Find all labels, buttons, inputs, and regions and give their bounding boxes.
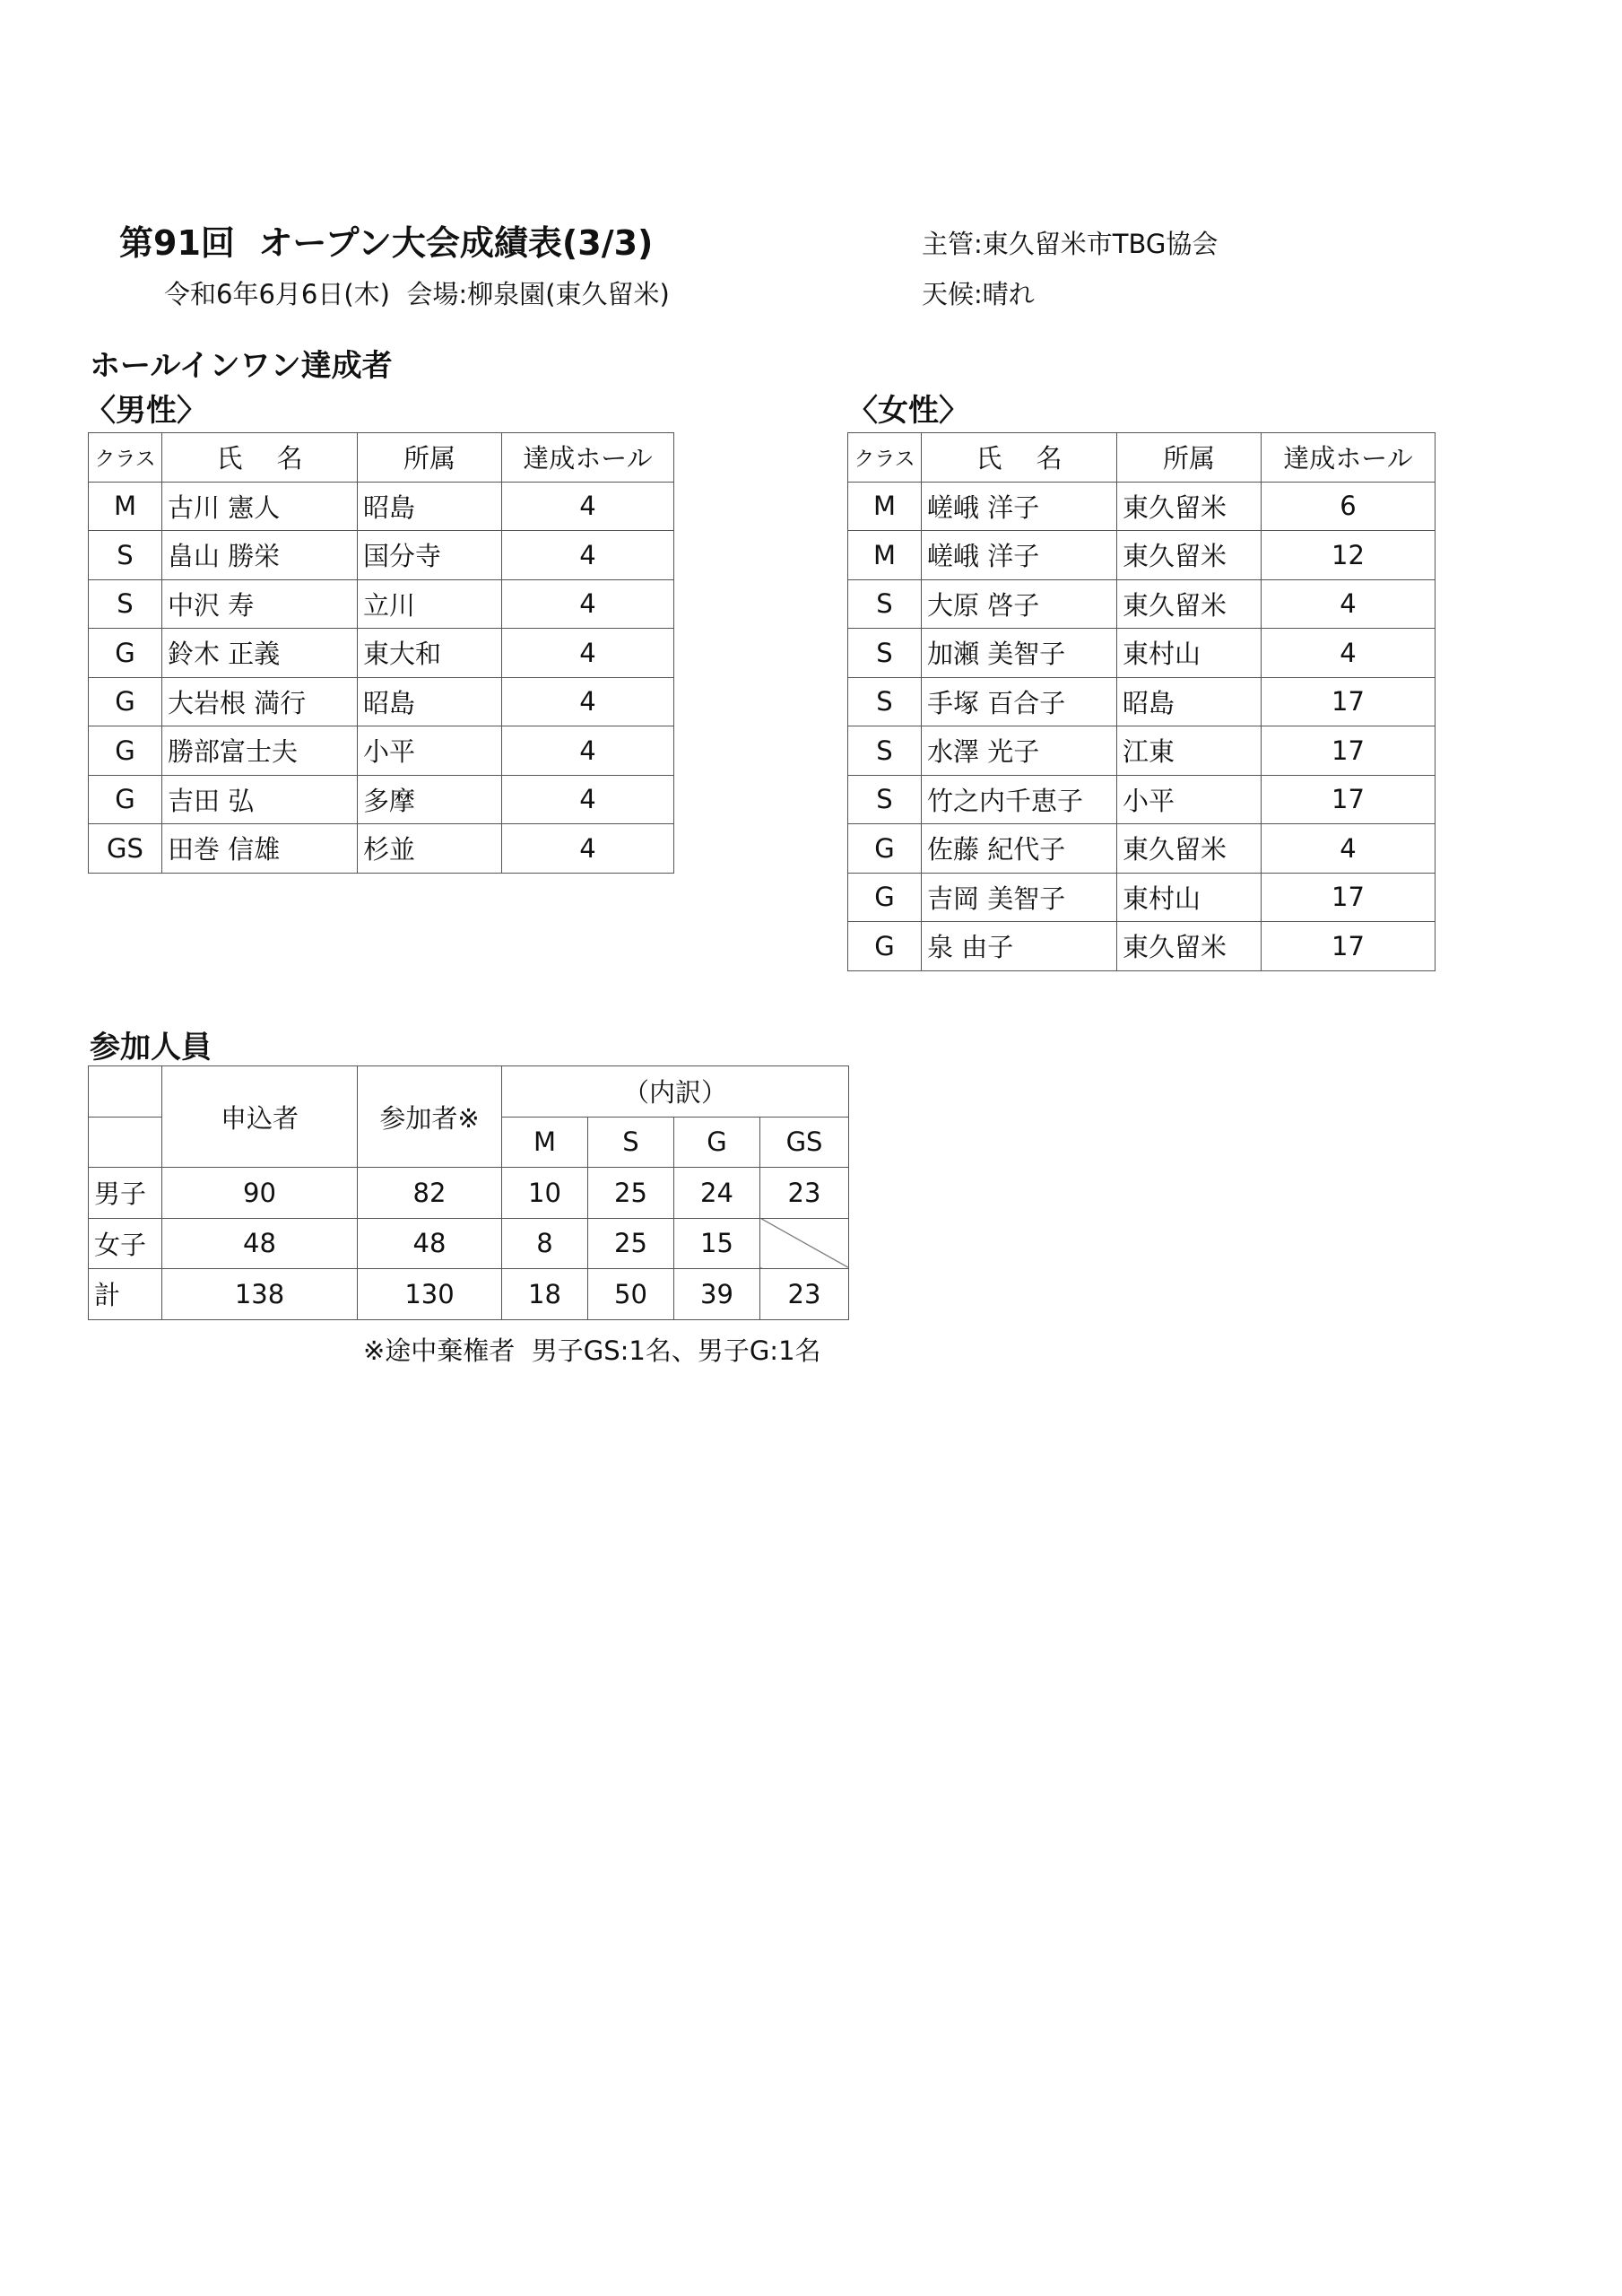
name-cell: 水澤 光子 bbox=[922, 726, 1117, 776]
class-cell: G bbox=[848, 922, 922, 971]
hole-cell: 4 bbox=[502, 775, 674, 824]
men-label: 〈男性〉 bbox=[85, 393, 207, 429]
name-cell: 鈴木 正義 bbox=[162, 629, 358, 678]
breakdown-cell: 39 bbox=[674, 1269, 760, 1320]
name-cell: 泉 由子 bbox=[922, 922, 1117, 971]
table-row bbox=[848, 824, 1436, 874]
affiliation-cell: 東大和 bbox=[358, 629, 502, 678]
table-row bbox=[89, 824, 674, 874]
affiliation-cell: 東久留米 bbox=[1117, 579, 1262, 629]
table-row bbox=[89, 677, 674, 726]
hole-in-one-title: ホールインワン達成者 bbox=[90, 348, 393, 384]
hole-cell: 17 bbox=[1262, 873, 1436, 922]
header-hole: 達成ホール bbox=[1262, 433, 1436, 483]
row-label: 女子 bbox=[89, 1218, 162, 1269]
breakdown-cell: 23 bbox=[760, 1269, 849, 1320]
hole-cell: 4 bbox=[502, 579, 674, 629]
corner-cell bbox=[89, 1117, 162, 1168]
affiliation-cell: 東村山 bbox=[1117, 873, 1262, 922]
table-row bbox=[89, 531, 674, 580]
name-cell: 嵯峨 洋子 bbox=[922, 482, 1117, 531]
breakdown-cell: 24 bbox=[674, 1168, 760, 1219]
header-applicants: 申込者 bbox=[162, 1066, 358, 1168]
women-hole-in-one-table bbox=[847, 432, 1436, 971]
table-row bbox=[848, 531, 1436, 580]
row-label: 男子 bbox=[89, 1168, 162, 1219]
class-cell: S bbox=[848, 677, 922, 726]
header-breakdown: （内訳） bbox=[502, 1066, 849, 1118]
class-cell: GS bbox=[89, 824, 162, 874]
affiliation-cell: 小平 bbox=[1117, 775, 1262, 824]
breakdown-cell: 25 bbox=[588, 1168, 674, 1219]
header-hole: 達成ホール bbox=[502, 433, 674, 483]
table-row bbox=[89, 1269, 849, 1320]
breakdown-cell: 23 bbox=[760, 1168, 849, 1219]
breakdown-cell: 25 bbox=[588, 1218, 674, 1269]
class-cell: S bbox=[89, 579, 162, 629]
participants-cell: 82 bbox=[358, 1168, 502, 1219]
affiliation-cell: 東久留米 bbox=[1117, 824, 1262, 874]
header-name: 氏 名 bbox=[922, 433, 1117, 483]
table-row bbox=[848, 677, 1436, 726]
header-participants: 参加者※ bbox=[358, 1066, 502, 1168]
breakdown-cell: 50 bbox=[588, 1269, 674, 1320]
affiliation-cell: 昭島 bbox=[358, 482, 502, 531]
table-row bbox=[848, 775, 1436, 824]
table-row bbox=[848, 726, 1436, 776]
hole-cell: 17 bbox=[1262, 726, 1436, 776]
affiliation-cell: 昭島 bbox=[358, 677, 502, 726]
class-cell: G bbox=[848, 873, 922, 922]
page-title: 第91回 オープン大会成績表(3/3) bbox=[119, 223, 654, 263]
class-cell: M bbox=[848, 531, 922, 580]
table-header-row bbox=[848, 433, 1436, 483]
breakdown-cell: 18 bbox=[502, 1269, 588, 1320]
affiliation-cell: 立川 bbox=[358, 579, 502, 629]
table-header-row bbox=[89, 433, 674, 483]
header-class-s: S bbox=[588, 1117, 674, 1168]
name-cell: 勝部富士夫 bbox=[162, 726, 358, 776]
breakdown-cell: 15 bbox=[674, 1218, 760, 1269]
table-row bbox=[89, 1168, 849, 1219]
applicants-cell: 90 bbox=[162, 1168, 358, 1219]
affiliation-cell: 東久留米 bbox=[1117, 922, 1262, 971]
header-affiliation: 所属 bbox=[1117, 433, 1262, 483]
applicants-cell: 138 bbox=[162, 1269, 358, 1320]
affiliation-cell: 国分寺 bbox=[358, 531, 502, 580]
row-label: 計 bbox=[89, 1269, 162, 1320]
hole-cell: 17 bbox=[1262, 922, 1436, 971]
empty-diagonal-cell bbox=[760, 1218, 849, 1269]
class-cell: G bbox=[89, 726, 162, 776]
participants-cell: 130 bbox=[358, 1269, 502, 1320]
name-cell: 田巻 信雄 bbox=[162, 824, 358, 874]
name-cell: 吉田 弘 bbox=[162, 775, 358, 824]
hole-cell: 4 bbox=[1262, 629, 1436, 678]
participants-table bbox=[88, 1065, 849, 1320]
participants-cell: 48 bbox=[358, 1218, 502, 1269]
name-cell: 吉岡 美智子 bbox=[922, 873, 1117, 922]
women-label: 〈女性〉 bbox=[847, 393, 969, 429]
weather: 天候:晴れ bbox=[922, 279, 1035, 309]
hole-cell: 17 bbox=[1262, 677, 1436, 726]
name-cell: 古川 憲人 bbox=[162, 482, 358, 531]
class-cell: G bbox=[89, 629, 162, 678]
breakdown-cell: 10 bbox=[502, 1168, 588, 1219]
hole-cell: 17 bbox=[1262, 775, 1436, 824]
affiliation-cell: 東久留米 bbox=[1117, 482, 1262, 531]
name-cell: 手塚 百合子 bbox=[922, 677, 1117, 726]
header-class-gs: GS bbox=[760, 1117, 849, 1168]
applicants-cell: 48 bbox=[162, 1218, 358, 1269]
hole-cell: 4 bbox=[502, 677, 674, 726]
class-cell: G bbox=[89, 677, 162, 726]
participants-note: ※途中棄権者 男子GS:1名、男子G:1名 bbox=[363, 1335, 821, 1366]
table-row bbox=[848, 922, 1436, 971]
name-cell: 中沢 寿 bbox=[162, 579, 358, 629]
class-cell: S bbox=[848, 775, 922, 824]
affiliation-cell: 多摩 bbox=[358, 775, 502, 824]
hole-cell: 12 bbox=[1262, 531, 1436, 580]
table-row bbox=[89, 482, 674, 531]
corner-cell bbox=[89, 1066, 162, 1118]
name-cell: 嵯峨 洋子 bbox=[922, 531, 1117, 580]
table-row bbox=[848, 579, 1436, 629]
table-row bbox=[89, 579, 674, 629]
hole-cell: 4 bbox=[502, 531, 674, 580]
header-class: クラス bbox=[89, 433, 162, 483]
table-row bbox=[89, 726, 674, 776]
breakdown-cell: 8 bbox=[502, 1218, 588, 1269]
affiliation-cell: 杉並 bbox=[358, 824, 502, 874]
participants-title: 参加人員 bbox=[90, 1030, 212, 1065]
header-affiliation: 所属 bbox=[358, 433, 502, 483]
table-row bbox=[848, 629, 1436, 678]
table-row bbox=[848, 482, 1436, 531]
hole-cell: 4 bbox=[1262, 579, 1436, 629]
men-hole-in-one-table bbox=[88, 432, 674, 874]
class-cell: S bbox=[848, 726, 922, 776]
name-cell: 大原 啓子 bbox=[922, 579, 1117, 629]
affiliation-cell: 小平 bbox=[358, 726, 502, 776]
name-cell: 加瀬 美智子 bbox=[922, 629, 1117, 678]
hole-cell: 6 bbox=[1262, 482, 1436, 531]
participants-header-row bbox=[89, 1066, 849, 1118]
name-cell: 大岩根 満行 bbox=[162, 677, 358, 726]
affiliation-cell: 東村山 bbox=[1117, 629, 1262, 678]
class-cell: M bbox=[848, 482, 922, 531]
organizer: 主管:東久留米市TBG協会 bbox=[922, 229, 1219, 259]
affiliation-cell: 江東 bbox=[1117, 726, 1262, 776]
table-row bbox=[89, 1218, 849, 1269]
name-cell: 佐藤 紀代子 bbox=[922, 824, 1117, 874]
class-cell: S bbox=[848, 629, 922, 678]
date-venue: 令和6年6月6日(木) 会場:柳泉園(東久留米) bbox=[164, 279, 670, 309]
class-cell: S bbox=[848, 579, 922, 629]
name-cell: 畠山 勝栄 bbox=[162, 531, 358, 580]
hole-cell: 4 bbox=[502, 726, 674, 776]
affiliation-cell: 東久留米 bbox=[1117, 531, 1262, 580]
hole-cell: 4 bbox=[502, 482, 674, 531]
name-cell: 竹之内千恵子 bbox=[922, 775, 1117, 824]
header-class-m: M bbox=[502, 1117, 588, 1168]
table-row bbox=[89, 629, 674, 678]
header-class-g: G bbox=[674, 1117, 760, 1168]
table-row bbox=[89, 775, 674, 824]
class-cell: G bbox=[89, 775, 162, 824]
hole-cell: 4 bbox=[502, 629, 674, 678]
class-cell: G bbox=[848, 824, 922, 874]
header-class: クラス bbox=[848, 433, 922, 483]
hole-cell: 4 bbox=[1262, 824, 1436, 874]
table-row bbox=[848, 873, 1436, 922]
hole-cell: 4 bbox=[502, 824, 674, 874]
header-name: 氏 名 bbox=[162, 433, 358, 483]
class-cell: M bbox=[89, 482, 162, 531]
class-cell: S bbox=[89, 531, 162, 580]
affiliation-cell: 昭島 bbox=[1117, 677, 1262, 726]
